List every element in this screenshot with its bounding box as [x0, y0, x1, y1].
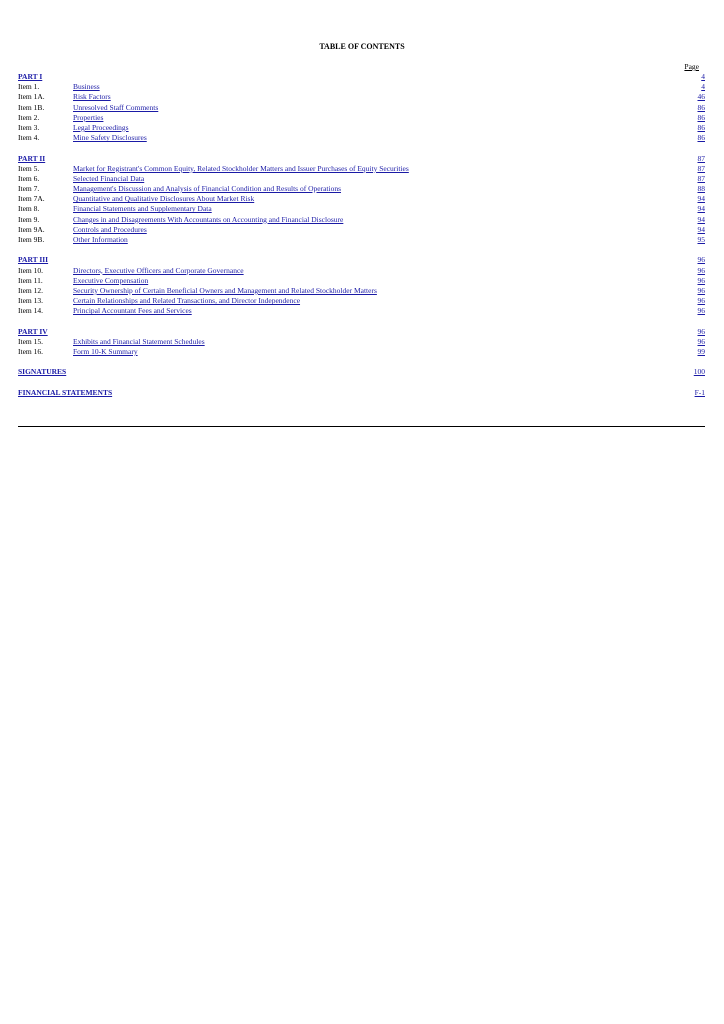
toc-item-row	[18, 235, 705, 245]
item-page-link[interactable]: 94	[697, 224, 705, 234]
toc-item-row	[18, 164, 705, 174]
item-title-link[interactable]: Principal Accountant Fees and Services	[73, 306, 192, 316]
item-number: Item 10.	[18, 265, 43, 275]
item-number: Item 3.	[18, 122, 40, 132]
toc-section-row	[18, 72, 705, 82]
item-number: Item 12.	[18, 285, 43, 295]
section-link[interactable]: SIGNATURES	[18, 367, 67, 377]
item-title-link[interactable]: Quantitative and Qualitative Disclosures About Market Risk	[73, 194, 255, 204]
item-page-link[interactable]: 88	[697, 184, 705, 194]
item-page-link[interactable]: 87	[697, 163, 705, 173]
toc-section-row	[18, 154, 705, 164]
item-title-link[interactable]: Business	[73, 82, 100, 92]
item-number: Item 6.	[18, 173, 40, 183]
item-title-link[interactable]: Risk Factors	[73, 92, 111, 102]
item-page-link[interactable]: 94	[697, 214, 705, 224]
section-page-link[interactable]: 4	[701, 72, 705, 81]
item-number: Item 15.	[18, 336, 43, 346]
item-page-link[interactable]: 96	[697, 336, 705, 346]
item-title-link[interactable]: Directors, Executive Officers and Corporate Governance	[73, 265, 244, 275]
toc-item-row	[18, 225, 705, 235]
item-title-link[interactable]: Exhibits and Financial Statement Schedules	[73, 336, 205, 346]
toc-item-row	[18, 204, 705, 214]
item-page-link[interactable]: 96	[697, 296, 705, 306]
toc-item-row	[18, 296, 705, 306]
item-title-link[interactable]: Financial Statements and Supplementary Data	[73, 204, 212, 214]
toc-item-row	[18, 184, 705, 194]
toc-item-row	[18, 266, 705, 276]
item-page-link[interactable]: 94	[697, 194, 705, 204]
section-page-link[interactable]: 96	[697, 255, 705, 265]
item-page-link[interactable]: 96	[697, 306, 705, 316]
item-number: Item 2.	[18, 112, 40, 122]
item-page-link[interactable]: 46	[697, 92, 705, 102]
item-page-link[interactable]: 96	[697, 275, 705, 285]
item-title-link[interactable]: Management's Discussion and Analysis of Financial Condition and Results of Operations	[73, 184, 341, 194]
toc-item-row	[18, 133, 705, 143]
toc-item-row	[18, 82, 705, 92]
item-number: Item 11.	[18, 275, 43, 285]
item-number: Item 7.	[18, 184, 40, 194]
section-link[interactable]: PART III	[18, 255, 49, 265]
item-number: Item 1A.	[18, 92, 45, 102]
table-of-contents	[18, 72, 705, 398]
toc-section-row	[18, 388, 705, 398]
toc-item-row	[18, 174, 705, 184]
item-page-link[interactable]: 94	[697, 204, 705, 214]
toc-item-row	[18, 103, 705, 113]
section-link[interactable]: PART I	[18, 72, 43, 81]
item-page-link[interactable]: 86	[697, 102, 705, 112]
item-page-link[interactable]: 4	[701, 82, 705, 92]
toc-section-row	[18, 255, 705, 265]
item-title-link[interactable]: Certain Relationships and Related Transactions, and Director Independence	[73, 296, 301, 306]
toc-item-row	[18, 123, 705, 133]
item-title-link[interactable]: Legal Proceedings	[73, 122, 129, 132]
item-title-link[interactable]: Other Information	[73, 235, 128, 244]
item-title-link[interactable]: Properties	[73, 112, 104, 122]
item-title-link[interactable]: Selected Financial Data	[73, 173, 145, 183]
page-column-header: Page	[684, 62, 699, 71]
item-number: Item 1.	[18, 82, 40, 92]
toc-section-row	[18, 327, 705, 337]
section-page-link[interactable]: 96	[697, 326, 705, 336]
item-title-link[interactable]: Security Ownership of Certain Beneficial Owners and Management and Related Stockholder Matters	[73, 285, 377, 295]
item-page-link[interactable]: 96	[697, 265, 705, 275]
item-number: Item 5.	[18, 163, 40, 173]
item-title-link[interactable]: Controls and Procedures	[73, 224, 147, 234]
item-title-link[interactable]: Market for Registrant's Common Equity, Related Stockholder Matters and Issuer Purchases of Equity Securities	[73, 163, 409, 173]
toc-item-row	[18, 286, 705, 296]
toc-item-row	[18, 306, 705, 316]
item-number: Item 9.	[18, 214, 40, 224]
item-number: Item 9A.	[18, 224, 45, 234]
item-number: Item 4.	[18, 133, 40, 143]
item-number: Item 9B.	[18, 235, 45, 244]
item-page-link[interactable]: 95	[697, 235, 705, 244]
item-number: Item 7A.	[18, 194, 45, 204]
toc-section-row	[18, 367, 705, 377]
page-divider	[18, 426, 705, 427]
item-title-link[interactable]: Form 10-K Summary	[73, 347, 138, 357]
toc-item-row	[18, 92, 705, 102]
toc-item-row	[18, 276, 705, 286]
section-link[interactable]: PART II	[18, 153, 46, 163]
section-link[interactable]: FINANCIAL STATEMENTS	[18, 387, 113, 397]
item-page-link[interactable]: 99	[697, 347, 705, 357]
toc-item-row	[18, 194, 705, 204]
section-page-link[interactable]: F-1	[694, 387, 705, 397]
item-title-link[interactable]: Executive Compensation	[73, 275, 149, 285]
item-title-link[interactable]: Unresolved Staff Comments	[73, 102, 159, 112]
section-page-link[interactable]: 87	[697, 153, 705, 163]
item-title-link[interactable]: Mine Safety Disclosures	[73, 133, 147, 143]
item-page-link[interactable]: 86	[697, 133, 705, 143]
toc-title: TABLE OF CONTENTS	[319, 42, 405, 51]
toc-item-row	[18, 347, 705, 357]
item-number: Item 14.	[18, 306, 43, 316]
item-number: Item 16.	[18, 347, 43, 357]
section-link[interactable]: PART IV	[18, 326, 48, 336]
item-page-link[interactable]: 87	[697, 173, 705, 183]
item-number: Item 13.	[18, 296, 43, 306]
section-page-link[interactable]: 100	[693, 367, 705, 377]
item-number: Item 8.	[18, 204, 40, 214]
toc-item-row	[18, 215, 705, 225]
toc-item-row	[18, 337, 705, 347]
item-page-link[interactable]: 86	[697, 122, 705, 132]
item-title-link[interactable]: Changes in and Disagreements With Accountants on Accounting and Financial Disclosure	[73, 214, 344, 224]
item-page-link[interactable]: 96	[697, 285, 705, 295]
item-page-link[interactable]: 86	[697, 112, 705, 122]
item-number: Item 1B.	[18, 102, 45, 112]
toc-item-row	[18, 113, 705, 123]
